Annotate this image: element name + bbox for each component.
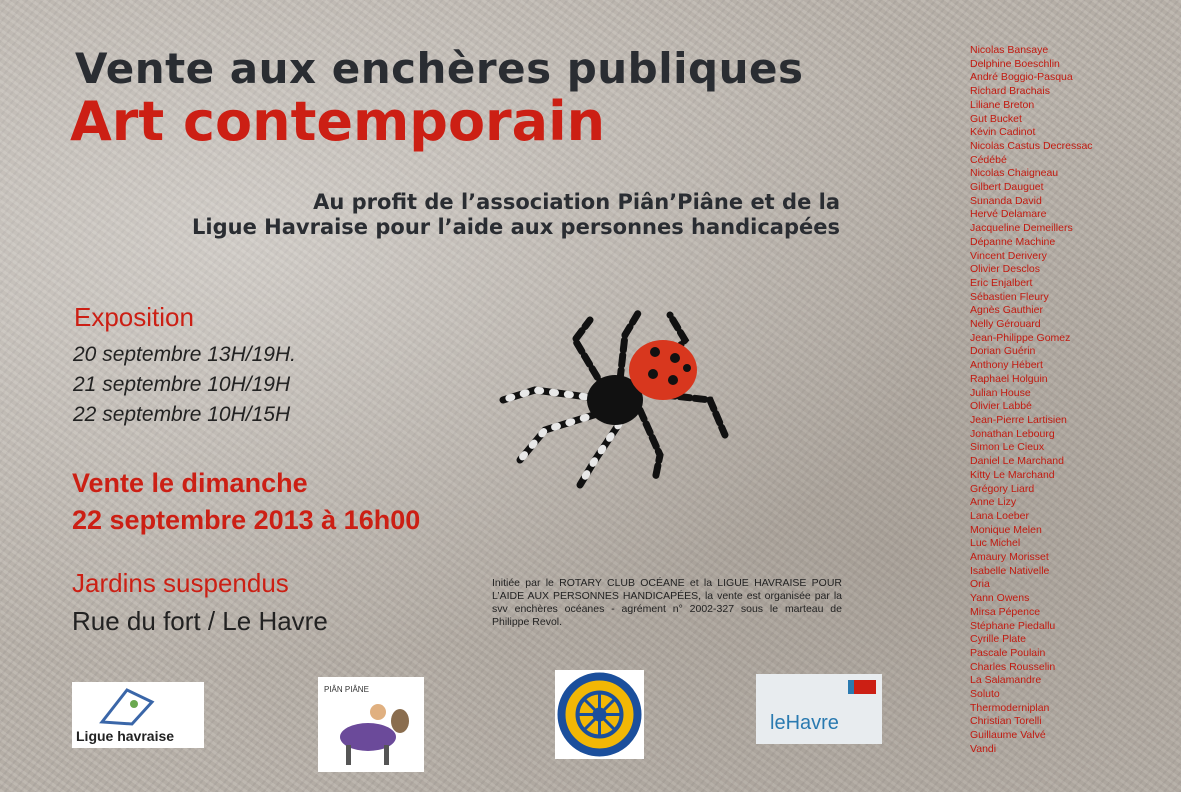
artist-name: Olivier Labbé xyxy=(970,400,1032,413)
artist-name: Daniel Le Marchand xyxy=(970,455,1064,468)
artist-name: Nicolas Chaigneau xyxy=(970,167,1059,180)
artist-name: Luc Michel xyxy=(970,537,1021,550)
artist-name: Stéphane Piedallu xyxy=(970,619,1056,632)
artist-name: Cyrille Plate xyxy=(970,633,1027,646)
artist-name: Sébastien Fleury xyxy=(970,290,1049,303)
artist-name: Jean-Philippe Gomez xyxy=(970,331,1071,344)
artist-name: Simon Le Cieux xyxy=(970,441,1045,454)
pianpiane-logo xyxy=(318,677,424,772)
artist-name: Agnès Gauthier xyxy=(970,304,1043,317)
pianpiane-label: PIÂN PIÂNE xyxy=(324,685,369,694)
exposition-date: 21 septembre 10H/19H xyxy=(73,373,291,396)
artist-name: Raphael Holguin xyxy=(970,372,1048,385)
artist-name: Anthony Hébert xyxy=(970,359,1043,372)
beneficiaries-line-1: Au profit de l’association Piân’Piâne et de la xyxy=(313,190,840,214)
artist-name: Julian House xyxy=(970,386,1031,399)
artist-name: Amaury Morisset xyxy=(970,551,1049,564)
venue-address: Rue du fort / Le Havre xyxy=(72,606,328,636)
artist-name: Yann Owens xyxy=(970,592,1030,605)
artist-name: Jacqueline Demeillers xyxy=(970,222,1073,235)
le-havre-logo xyxy=(756,674,882,744)
ligue-havraise-label: Ligue havraise xyxy=(76,728,175,744)
artist-name: La Salamandre xyxy=(970,674,1042,687)
sale-date: 22 septembre 2013 à 16h00 xyxy=(72,505,421,535)
le-havre-label: leHavre xyxy=(770,712,839,734)
rotary-logo xyxy=(555,670,644,759)
artist-list xyxy=(970,44,1093,757)
ligue-havraise-mark-icon xyxy=(72,682,204,728)
artist-name: Eric Enjalbert xyxy=(970,276,1033,289)
artist-name: Nicolas Castus Decressac xyxy=(970,139,1093,152)
artist-name: Jean-Pierre Lartisien xyxy=(970,413,1067,426)
artist-name: Nelly Gérouard xyxy=(970,318,1041,331)
artist-name: André Boggio-Pasqua xyxy=(970,71,1073,84)
organizer-note: Initiée par le ROTARY CLUB OCÉANE et la LIGUE HAVRAISE POUR L’AIDE AUX PERSONNES HANDICAPÉES, la vente est organisée par la svv enchères océanes - agrément n° 2002-327 sous le marteau de Philippe Revol. xyxy=(492,577,842,628)
artist-name: Kitty Le Marchand xyxy=(970,468,1055,481)
venue-name: Jardins suspendus xyxy=(72,568,289,598)
artist-name: Nicolas Bansaye xyxy=(970,44,1049,56)
title-line-1: Vente aux enchères publiques xyxy=(75,44,804,93)
artist-name: Thermoderniplan xyxy=(970,701,1050,714)
artist-name: Dorian Guérin xyxy=(970,345,1036,358)
title-line-2: Art contemporain xyxy=(70,90,606,153)
spider-image xyxy=(495,300,735,490)
exposition-date: 20 septembre 13H/19H. xyxy=(73,343,296,366)
artist-name: Delphine Boeschlin xyxy=(970,57,1060,70)
exposition-title: Exposition xyxy=(74,302,194,332)
artist-name: Liliane Breton xyxy=(970,98,1035,111)
artist-name: Guillaume Valvé xyxy=(970,729,1046,742)
artist-name: Lana Loeber xyxy=(970,509,1029,522)
artist-name: Oria xyxy=(970,578,990,591)
artist-name: Cédébé xyxy=(970,153,1007,166)
exposition-dates xyxy=(73,340,296,430)
rotary-wheel-icon xyxy=(555,670,644,759)
artist-name: Soluto xyxy=(970,688,1000,701)
artist-name: Jonathan Lebourg xyxy=(970,427,1055,440)
artist-name: Vincent Derivery xyxy=(970,249,1047,262)
artist-name: Charles Rousselin xyxy=(970,660,1056,673)
artist-name: Vandi xyxy=(970,742,997,755)
artist-name: Richard Brachais xyxy=(970,85,1050,98)
artist-name: Kévin Cadinot xyxy=(970,126,1036,139)
artist-name: Hervé Delamare xyxy=(970,208,1047,221)
beneficiaries xyxy=(192,190,840,240)
beneficiaries-line-2: Ligue Havraise pour l’aide aux personnes handicapées xyxy=(192,215,840,239)
sale-title: Vente le dimanche xyxy=(72,468,308,498)
artist-name: Monique Melen xyxy=(970,523,1042,536)
exposition-date: 22 septembre 10H/15H xyxy=(73,403,291,426)
artist-name: Pascale Poulain xyxy=(970,646,1046,659)
artist-name: Sunanda David xyxy=(970,194,1042,207)
artist-name: Anne Lizy xyxy=(970,496,1017,509)
artist-name: Christian Torelli xyxy=(970,715,1042,728)
artist-name: Olivier Desclos xyxy=(970,263,1041,276)
ligue-havraise-logo xyxy=(72,682,204,748)
artist-name: Dépanne Machine xyxy=(970,235,1056,248)
artist-name: Gut Bucket xyxy=(970,112,1022,125)
artist-name: Gilbert Dauguet xyxy=(970,181,1044,194)
artist-name: Grégory Liard xyxy=(970,482,1035,495)
artist-name: Isabelle Nativelle xyxy=(970,564,1050,577)
artist-name: Mirsa Pépence xyxy=(970,605,1041,618)
